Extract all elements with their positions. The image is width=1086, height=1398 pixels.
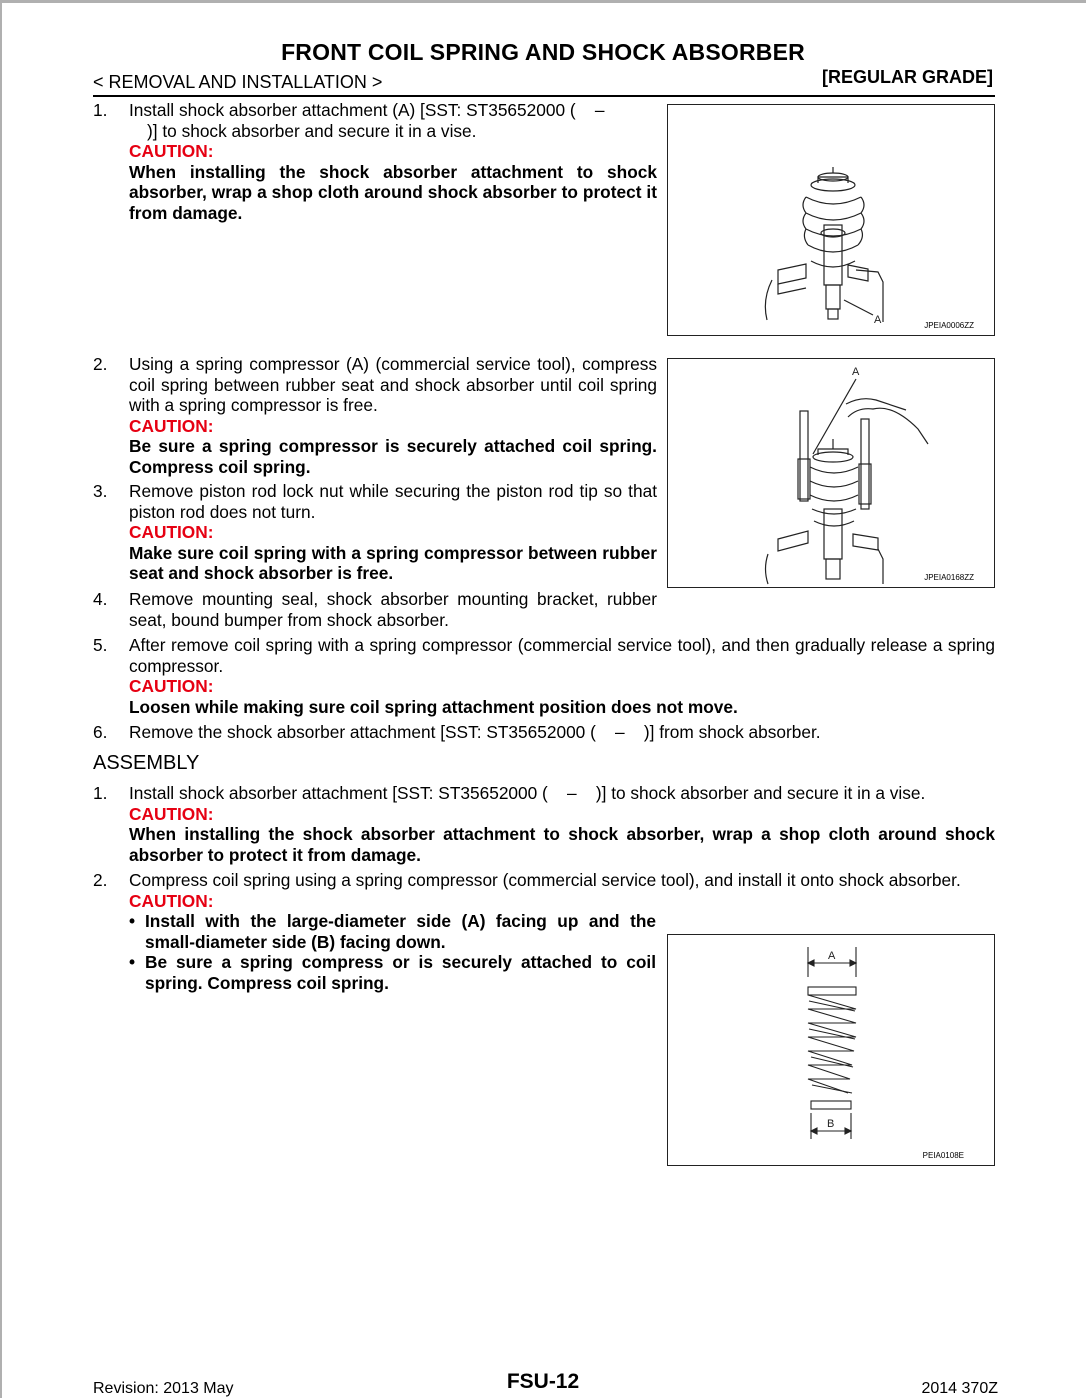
- header-rule: [93, 95, 995, 97]
- step-text: Remove the shock absorber attachment [SST: ST35652000 ( – )] from shock absorber.: [129, 722, 821, 742]
- callout-a: A: [852, 366, 860, 378]
- caution-text: When installing the shock absorber attachment to shock absorber, wrap a shop cloth around shock absorber to protect it from damage.: [129, 161, 657, 223]
- footer-page-number: FSU-12: [506, 1370, 580, 1393]
- step-number: 5.: [93, 635, 108, 655]
- caution-text: Be sure a spring compressor is securely attached coil spring. Compress coil spring.: [129, 436, 657, 477]
- page-title: FRONT COIL SPRING AND SHOCK ABSORBER: [281, 39, 805, 65]
- footer-revision: Revision: 2013 May: [93, 1380, 234, 1397]
- step-text: Install shock absorber attachment [SST: ST35652000 ( – )] to shock absorber and secure it in a vise.: [129, 783, 926, 803]
- disassembly-step-6: [93, 722, 995, 743]
- disassembly-step-3: [93, 481, 657, 584]
- caution-bullet: • Be sure a spring compress or is securely attached to coil spring. Compress coil spring.: [129, 952, 656, 993]
- grade-label: [REGULAR GRADE]: [822, 67, 993, 87]
- caution-text: When installing the shock absorber attachment to shock absorber, wrap a shop cloth around shock absorber to protect it from damage.: [129, 824, 995, 865]
- top-border: [0, 0, 1086, 3]
- caution-label: CAUTION:: [129, 676, 214, 696]
- assembly-heading: ASSEMBLY: [93, 752, 200, 774]
- figure-coil-spring-orientation: [667, 934, 995, 1166]
- disassembly-step-1: [93, 100, 657, 223]
- caution-text: Make sure coil spring with a spring compressor between rubber seat and shock absorber is free.: [129, 542, 657, 583]
- disassembly-step-4: [93, 589, 657, 630]
- bullet-icon: •: [129, 952, 136, 972]
- step-number: 1.: [93, 783, 108, 803]
- figure-code: JPEIA0168ZZ: [924, 573, 974, 582]
- step-text: Compress coil spring using a spring compressor (commercial service tool), and install it onto shock absorber.: [129, 870, 961, 890]
- assembly-step-1: [93, 783, 995, 865]
- caution-label: CAUTION:: [129, 415, 214, 436]
- step-text: )] to shock absorber and secure it in a vise.: [147, 120, 477, 141]
- figure-shock-absorber-vise: [667, 104, 995, 336]
- figure-spring-compressor: [667, 358, 995, 588]
- disassembly-step-2: [93, 354, 657, 477]
- step-number: 1.: [93, 100, 108, 120]
- figure-code: JPEIA0006ZZ: [924, 321, 974, 330]
- breadcrumb: < REMOVAL AND INSTALLATION >: [93, 72, 383, 92]
- caution-label: CAUTION:: [129, 890, 214, 911]
- spring-compressor-illustration: [668, 359, 994, 587]
- footer-model: 2014 370Z: [921, 1380, 998, 1397]
- caution-label: CAUTION:: [129, 141, 214, 161]
- callout-a: A: [828, 950, 836, 962]
- step-number: 2.: [93, 354, 108, 374]
- step-number: 4.: [93, 589, 108, 609]
- caution-text: Loosen while making sure coil spring attachment position does not move.: [129, 696, 738, 717]
- caution-label: CAUTION:: [129, 522, 214, 542]
- step-number: 6.: [93, 722, 108, 742]
- callout-a: A: [874, 314, 882, 326]
- step-number: 2.: [93, 870, 108, 890]
- step-text: Remove mounting seal, shock absorber mounting bracket, rubber seat, bound bumper from shock absorber.: [129, 589, 657, 630]
- bullet-icon: •: [129, 911, 136, 931]
- shock-absorber-illustration: [668, 105, 994, 335]
- caution-bullet: • Install with the large-diameter side (A) facing up and the small-diameter side (B) facing down.: [129, 911, 656, 952]
- step-text: After remove coil spring with a spring compressor (commercial service tool), and then gradually release a spring compressor.: [129, 635, 995, 676]
- coil-spring-illustration: [668, 935, 994, 1165]
- step-text: Remove piston rod lock nut while securing the piston rod tip so that piston rod does not turn.: [129, 481, 657, 522]
- step-text: Install shock absorber attachment (A) [SST: ST35652000 ( –: [129, 100, 605, 120]
- left-border: [0, 0, 2, 1398]
- step-text: Using a spring compressor (A) (commercial service tool), compress coil spring between rubber seat and shock absorber until coil spring with a spring compressor is free.: [129, 354, 657, 415]
- disassembly-step-5: [93, 635, 995, 717]
- figure-code: PEIA0108E: [922, 1151, 964, 1160]
- caution-label: CAUTION:: [129, 803, 214, 824]
- step-number: 3.: [93, 481, 108, 501]
- callout-b: B: [827, 1118, 835, 1130]
